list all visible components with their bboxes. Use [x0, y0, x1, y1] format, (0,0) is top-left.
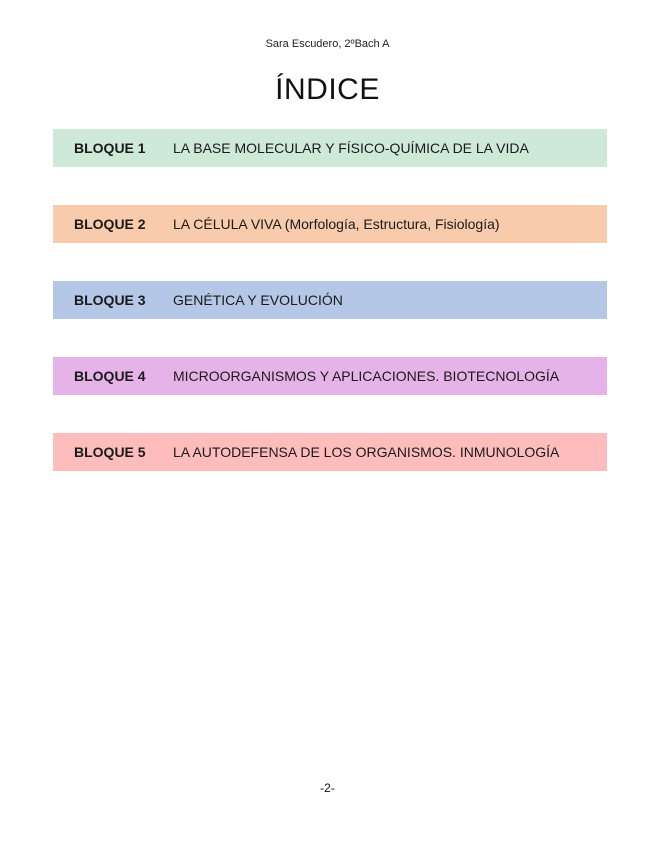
block-description: LA CÉLULA VIVA (Morfología, Estructura, Fisiología): [173, 216, 500, 232]
block-number: BLOQUE 5: [74, 444, 146, 460]
index-row-block-2: [53, 205, 607, 243]
block-description: LA BASE MOLECULAR Y FÍSICO-QUÍMICA DE LA VIDA: [173, 140, 529, 156]
page-title: ÍNDICE: [275, 73, 380, 106]
block-number: BLOQUE 3: [74, 292, 146, 308]
page-number: -2-: [320, 781, 335, 795]
block-number: BLOQUE 1: [74, 140, 146, 156]
index-list: [53, 129, 607, 509]
index-row-block-5: [53, 433, 607, 471]
index-row-block-4: [53, 357, 607, 395]
block-description: LA AUTODEFENSA DE LOS ORGANISMOS. INMUNOLOGÍA: [173, 444, 560, 460]
index-row-block-1: [53, 129, 607, 167]
block-number: BLOQUE 2: [74, 216, 146, 232]
block-number: BLOQUE 4: [74, 368, 146, 384]
index-row-block-3: [53, 281, 607, 319]
page-header-author: Sara Escudero, 2ºBach A: [265, 38, 390, 50]
block-description: GENÉTICA Y EVOLUCIÓN: [173, 292, 343, 308]
block-description: MICROORGANISMOS Y APLICACIONES. BIOTECNOLOGÍA: [173, 368, 560, 384]
